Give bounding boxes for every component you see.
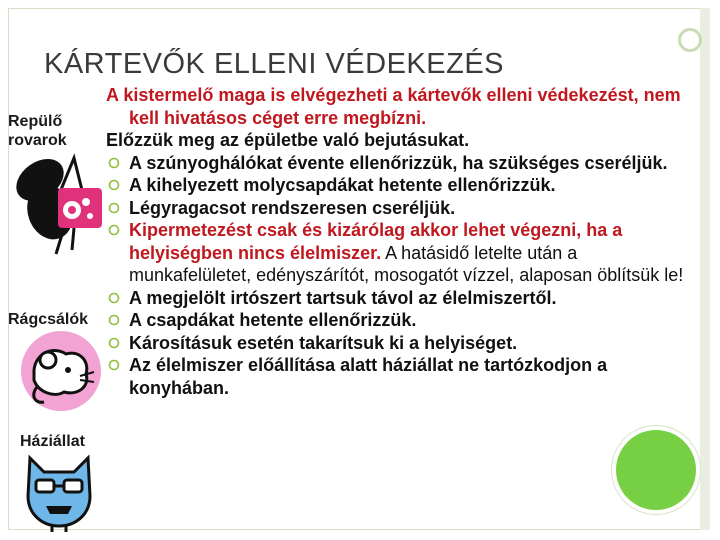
bullet-text: A szúnyoghálókat évente ellenőrizzük, ha szükséges cseréljük.: [129, 152, 668, 173]
bullet-item: [106, 219, 696, 287]
bullet-circle-icon: [108, 359, 120, 371]
bullet-circle-icon: [108, 337, 120, 349]
bullet-item: [106, 332, 696, 355]
label-flying-insects-text: Repülő rovarok: [8, 113, 67, 149]
bullet-text-continuation: A hatásidő letelte után a munkafelületet, edényszárítót, mosogatót vízzel, alaposan öblítsük le!: [129, 242, 684, 285]
bullet-text-warning: Kipermetezést csak és kizárólag akkor lehet végezni, ha a helyiségben nincs élelmiszer.: [129, 220, 623, 263]
bullet-item: [106, 152, 696, 175]
cat-icon: [24, 452, 94, 532]
slide-body: [106, 84, 696, 399]
label-rodents: Rágcsálók: [8, 311, 89, 328]
bullet-circle-icon: [108, 202, 120, 214]
bullet-circle-icon: [108, 157, 120, 169]
fly-icon: [12, 150, 104, 258]
bullet-circle-icon: [108, 292, 120, 304]
bullet-text: A csapdákat hetente ellenőrizzük.: [129, 310, 417, 330]
bullet-text: Az élelmiszer előállítása alatt háziállat ne tartózkodjon a konyhában.: [129, 355, 608, 398]
corner-circle-decoration: [678, 28, 702, 52]
label-pets: Háziállat: [20, 433, 85, 450]
intro-line-1: A kistermelő maga is elvégezheti a kártevők elleni védekezést, nem kell hivatásos céget erre megbízni.: [106, 85, 681, 128]
slide-title: KÁRTEVŐK ELLENI VÉDEKEZÉS: [44, 48, 505, 80]
intro-line-2: Előzzük meg az épületbe való bejutásukat.: [106, 130, 470, 150]
bullet-item: [106, 197, 696, 220]
green-circle-decoration: [612, 426, 700, 514]
bullet-item: [106, 354, 696, 399]
bullet-text: Károsításuk esetén takarítsuk ki a helyiséget.: [129, 332, 518, 353]
bullet-text: A megjelölt irtószert tartsuk távol az élelmiszertől.: [129, 287, 557, 308]
bullet-item: [106, 174, 696, 197]
bullet-item: [106, 309, 696, 332]
mouse-icon: [20, 330, 102, 412]
bullet-circle-icon: [108, 314, 120, 326]
bullet-circle-icon: [108, 224, 120, 236]
right-accent-bar: [700, 8, 710, 530]
label-flying-insects: [8, 112, 78, 150]
bullet-item: [106, 287, 696, 310]
bullet-text: A kihelyezett molycsapdákat hetente ellenőrizzük.: [129, 175, 556, 195]
bullet-text: Légyragacsot rendszeresen cseréljük.: [129, 197, 456, 218]
bullet-circle-icon: [108, 179, 120, 191]
